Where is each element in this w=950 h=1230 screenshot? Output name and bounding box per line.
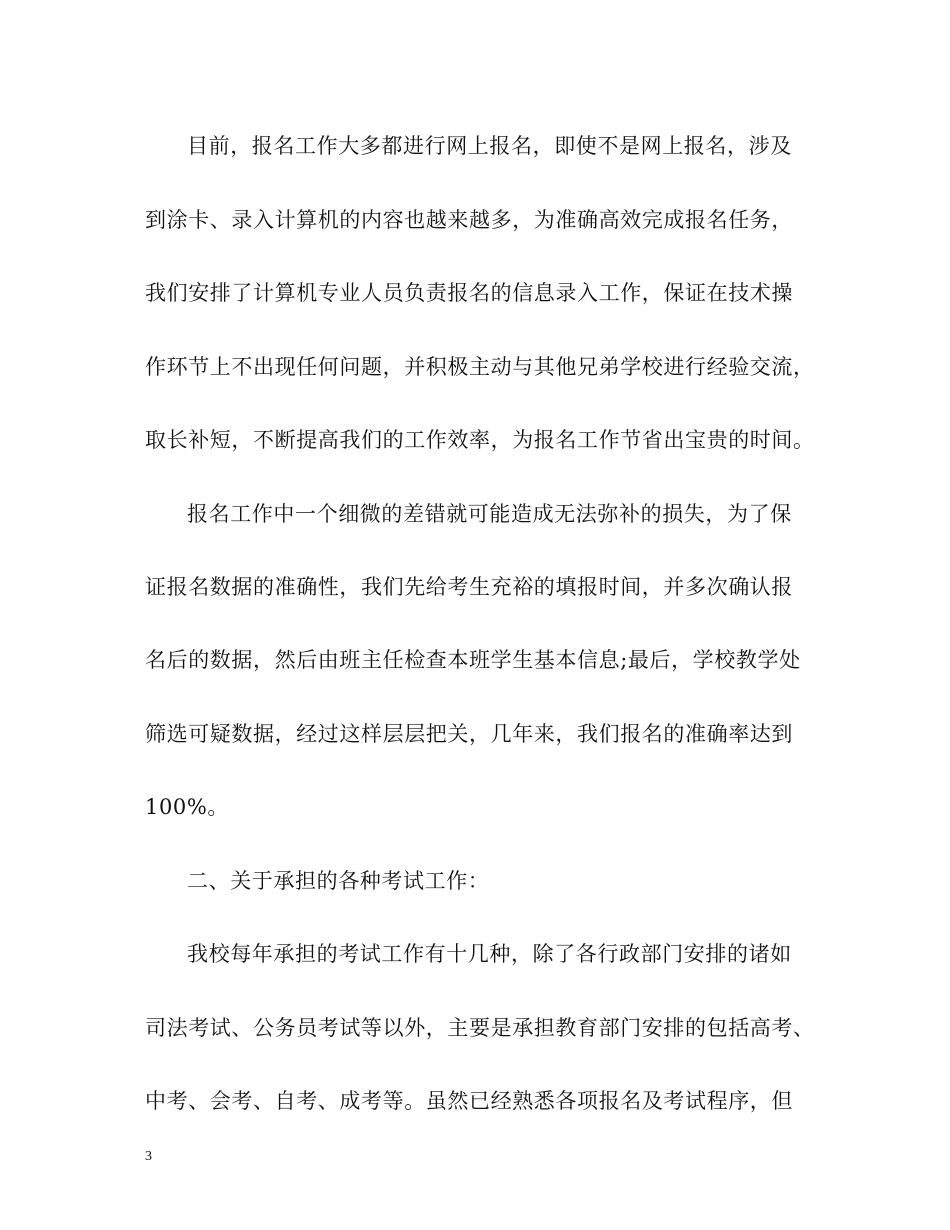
text-line: 名后的数据，然后由班主任检查本班学生基本信息;最后，学校教学处 (145, 648, 801, 672)
text-line: 我校每年承担的考试工作有十几种，除了各行政部门安排的诸如 (187, 942, 792, 966)
text-line: 司法考试、公务员考试等以外，主要是承担教育部门安排的包括高考、 (145, 1016, 815, 1040)
text-line: 证报名数据的准确性，我们先给考生充裕的填报时间，并多次确认报 (145, 575, 793, 599)
text-line: 取长补短，不断提高我们的工作效率，为报名工作节省出宝贵的时间。 (145, 428, 815, 452)
text-line: 报名工作中一个细微的差错就可能造成无法弥补的损失，为了保 (187, 502, 792, 526)
page-number: 3 (145, 1149, 152, 1164)
section-heading: 二、关于承担的各种考试工作： (187, 869, 490, 893)
text-line: 作环节上不出现任何问题，并积极主动与其他兄弟学校进行经验交流， (145, 355, 815, 379)
text-line: 筛选可疑数据，经过这样层层把关，几年来，我们报名的准确率达到 (145, 722, 793, 746)
text-line: 目前，报名工作大多都进行网上报名，即使不是网上报名，涉及 (187, 134, 792, 158)
text-line: 中考、会考、自考、成考等。虽然已经熟悉各项报名及考试程序，但 (145, 1089, 793, 1113)
text-line: 到涂卡、录入计算机的内容也越来越多，为准确高效完成报名任务， (145, 208, 793, 232)
text-line: 我们安排了计算机专业人员负责报名的信息录入工作，保证在技术操 (145, 281, 793, 305)
text-line: 100%。 (145, 795, 230, 819)
